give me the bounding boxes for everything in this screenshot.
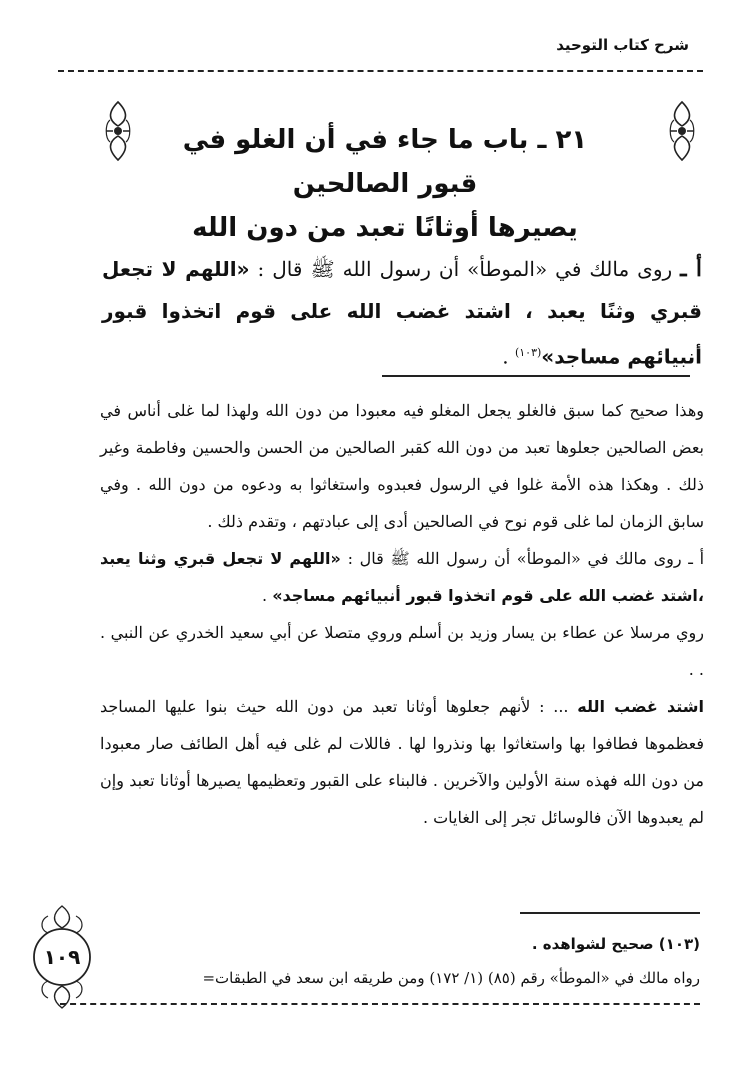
footnote-title: (١٠٣) صحيح لشواهده . xyxy=(531,935,700,953)
commentary-body xyxy=(100,392,704,836)
lead-intro: روى مالك في «الموطأ» أن رسول الله ﷺ قال : xyxy=(257,257,673,281)
lead-end: . xyxy=(502,344,515,369)
fleuron-ornament-icon xyxy=(104,100,132,162)
running-head: شرح كتاب التوحيد xyxy=(556,36,689,54)
chapter-title xyxy=(150,118,620,250)
chapter-title-line-2: يصيرها أوثانًا تعبد من دون الله xyxy=(192,213,578,243)
footnote-divider xyxy=(520,912,700,914)
paragraph: أ ـ روى مالك في «الموطأ» أن رسول الله ﷺ قال : «اللهم لا تجعل قبري وثنا يعبد ،اشتد غضب الله على قوم اتخذوا قبور أنبيائهم مساجد» . xyxy=(100,549,705,605)
footnotes xyxy=(100,927,700,995)
paragraph: وهذا صحيح كما سبق فالغلو يجعل المغلو فيه معبودا من دون الله ولهذا لما غلى أناس في بعض الصالحين جعلوها تعبد من دون الله كقبر الصالحين من الحسن والحسين وفاطمة وغير ذلك . وهكذا هذه الأمة غلوا في الرسول فعبدوه واستغاثوا به ودعوه من دون الله . وفي سابق الزمان لما غلى قوم نوح في الصالحين أدى إلى عبادتهم ، وتقدم ذلك . xyxy=(100,401,704,531)
lead-hadith-text: «اللهم لا تجعل قبري وثنًا يعبد ، اشتد غضب الله على قوم اتخذوا قبور أنبيائهم مساجد» xyxy=(102,257,702,369)
lead-marker: أ ـ xyxy=(680,256,703,282)
footnote-text: رواه مالك في «الموطأ» رقم (٨٥) (١/ ١٧٢) ومن طريقه ابن سعد في الطبقات= xyxy=(202,969,700,987)
bold-keyword: اشتد غضب الله xyxy=(577,697,705,716)
footer-divider xyxy=(60,1003,700,1005)
lead-hadith xyxy=(102,248,702,378)
paragraph: اشتد غضب الله ... : لأنهم جعلوها أوثانا تعبد من دون الله حيث بنوا عليها المساجد فعظموها فطافوا بها واستغاثوا بها ونذروا لها . فاللات لم غلى فيه أهل الطائف صار معبودا من دون الله فهذه سنة الأولين والآخرين . فالبناء على القبور وتعظيمها يصيرها أوثانا تعبد وإن لم يعبدوها الآن فالوسائل تجر إلى الغايات . xyxy=(100,697,705,827)
chapter-title-line-1: ٢١ ـ باب ما جاء في أن الغلو في قبور الصالحين xyxy=(182,125,588,199)
page-number-frame xyxy=(22,900,102,1010)
bold-hadith: «اللهم لا تجعل قبري وثنا يعبد ،اشتد غضب الله على قوم اتخذوا قبور أنبيائهم مساجد» xyxy=(100,549,704,605)
footnote-ref: (١٠٣) xyxy=(514,346,542,359)
fleuron-ornament-icon xyxy=(668,100,696,162)
paragraph: روي مرسلا عن عطاء بن يسار وزيد بن أسلم وروي متصلا عن أبي سعيد الخدري عن النبي . . . xyxy=(100,623,704,679)
page-number: ١٠٩ xyxy=(43,945,81,969)
section-divider xyxy=(382,375,690,377)
header-divider xyxy=(58,70,703,72)
